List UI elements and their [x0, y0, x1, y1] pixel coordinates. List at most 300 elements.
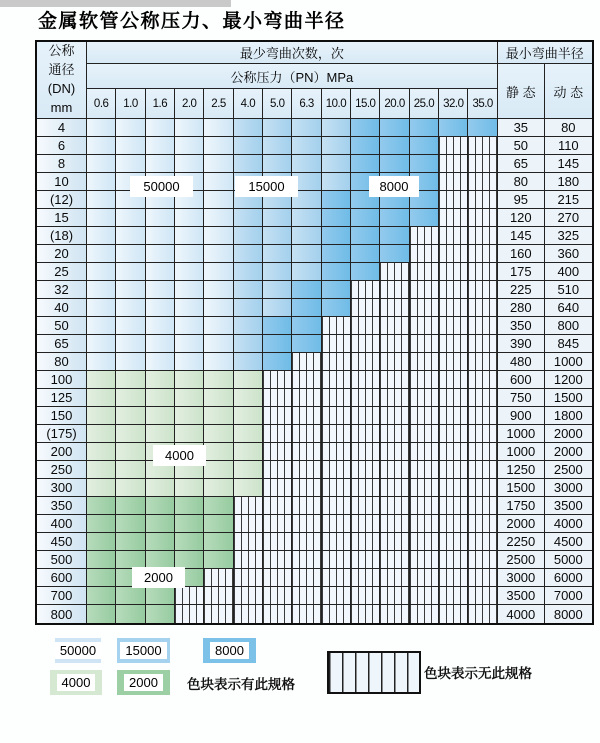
cycle-count-label: 2000	[132, 567, 185, 588]
dn-row-label: 20	[37, 245, 87, 263]
spec-cell	[204, 317, 233, 335]
spec-cell	[292, 173, 321, 191]
no-spec-cell	[322, 497, 351, 515]
no-spec-cell	[468, 137, 497, 155]
no-spec-cell	[292, 425, 321, 443]
no-spec-cell	[410, 263, 439, 281]
dynamic-radius-value: 2500	[545, 461, 592, 479]
spec-cell	[410, 155, 439, 173]
pressure-column-header: 2.0	[175, 89, 204, 119]
spec-cell	[410, 137, 439, 155]
spec-cell	[351, 173, 380, 191]
spec-cell	[234, 335, 263, 353]
dn-row-label: 450	[37, 533, 87, 551]
dn-row-label: 65	[37, 335, 87, 353]
no-spec-cell	[351, 425, 380, 443]
pressure-column-header: 35.0	[468, 89, 497, 119]
spec-cell	[116, 137, 145, 155]
no-spec-cell	[351, 353, 380, 371]
spec-cell	[380, 137, 409, 155]
spec-cell	[146, 389, 175, 407]
no-spec-cell	[468, 155, 497, 173]
spec-cell	[234, 299, 263, 317]
no-spec-cell	[351, 605, 380, 623]
spec-cell	[292, 317, 321, 335]
static-radius-value: 2000	[498, 515, 545, 533]
no-spec-cell	[439, 587, 468, 605]
spec-cell	[87, 155, 116, 173]
spec-cell	[322, 209, 351, 227]
no-spec-cell	[380, 299, 409, 317]
no-spec-cell	[380, 605, 409, 623]
no-spec-cell	[292, 461, 321, 479]
spec-cell	[146, 245, 175, 263]
spec-cell	[146, 263, 175, 281]
no-spec-cell	[439, 245, 468, 263]
no-spec-cell	[468, 227, 497, 245]
dn-row-label: 700	[37, 587, 87, 605]
spec-cell	[87, 533, 116, 551]
spec-cell	[234, 137, 263, 155]
no-spec-cell	[322, 443, 351, 461]
no-spec-cell	[410, 353, 439, 371]
static-radius-value: 3500	[498, 587, 545, 605]
spec-cell	[351, 263, 380, 281]
no-spec-cell	[351, 515, 380, 533]
no-spec-cell	[410, 605, 439, 623]
no-spec-cell	[351, 461, 380, 479]
spec-cell	[87, 353, 116, 371]
spec-cell	[234, 371, 263, 389]
spec-cell	[204, 533, 233, 551]
spec-cell	[204, 155, 233, 173]
dynamic-radius-value: 640	[545, 299, 592, 317]
no-spec-cell	[410, 407, 439, 425]
no-spec-cell	[322, 587, 351, 605]
spec-cell	[175, 245, 204, 263]
spec-cell	[292, 245, 321, 263]
no-spec-cell	[410, 245, 439, 263]
no-spec-cell	[439, 479, 468, 497]
no-spec-cell	[410, 587, 439, 605]
spec-cell	[175, 227, 204, 245]
spec-cell	[234, 155, 263, 173]
spec-cell	[263, 119, 292, 137]
spec-cell	[146, 515, 175, 533]
no-spec-cell	[204, 587, 233, 605]
pressure-column-header: 32.0	[439, 89, 468, 119]
no-spec-cell	[380, 335, 409, 353]
no-spec-cell	[410, 227, 439, 245]
spec-cell	[380, 227, 409, 245]
dynamic-radius-value: 3000	[545, 479, 592, 497]
spec-cell	[87, 443, 116, 461]
spec-cell	[175, 209, 204, 227]
spec-cell	[87, 137, 116, 155]
spec-cell	[175, 461, 204, 479]
no-spec-cell	[292, 389, 321, 407]
static-radius-value: 1000	[498, 443, 545, 461]
no-spec-cell	[234, 497, 263, 515]
no-spec-cell	[468, 551, 497, 569]
dynamic-radius-value: 180	[545, 173, 592, 191]
spec-cell	[175, 173, 204, 191]
no-spec-cell	[263, 533, 292, 551]
no-spec-cell	[380, 569, 409, 587]
spec-cell	[234, 353, 263, 371]
spec-cell	[146, 551, 175, 569]
no-spec-cell	[468, 407, 497, 425]
no-spec-cell	[380, 281, 409, 299]
no-spec-cell	[410, 299, 439, 317]
spec-cell	[87, 209, 116, 227]
spec-cell	[263, 173, 292, 191]
no-spec-cell	[234, 569, 263, 587]
spec-cell	[234, 389, 263, 407]
spec-cell	[351, 137, 380, 155]
spec-cell	[468, 119, 497, 137]
no-spec-cell	[292, 551, 321, 569]
no-spec-cell	[439, 317, 468, 335]
no-spec-cell	[468, 389, 497, 407]
spec-cell	[116, 551, 145, 569]
spec-cell	[204, 227, 233, 245]
header-bend-cycles: 最少弯曲次数，次	[87, 42, 498, 64]
spec-cell	[146, 425, 175, 443]
no-spec-cell	[410, 335, 439, 353]
spec-cell	[116, 155, 145, 173]
spec-cell	[234, 209, 263, 227]
spec-cell	[322, 137, 351, 155]
no-spec-cell	[380, 443, 409, 461]
spec-cell	[116, 299, 145, 317]
no-spec-cell	[351, 569, 380, 587]
dynamic-radius-value: 2000	[545, 443, 592, 461]
spec-cell	[146, 353, 175, 371]
spec-cell	[175, 479, 204, 497]
spec-cell	[146, 587, 175, 605]
no-spec-cell	[468, 353, 497, 371]
spec-cell	[87, 587, 116, 605]
spec-cell	[146, 317, 175, 335]
no-spec-cell	[234, 515, 263, 533]
no-spec-cell	[410, 533, 439, 551]
dynamic-radius-value: 2000	[545, 425, 592, 443]
spec-cell	[87, 389, 116, 407]
spec-cell	[204, 461, 233, 479]
no-spec-cell	[292, 533, 321, 551]
spec-cell	[263, 245, 292, 263]
spec-cell	[292, 263, 321, 281]
spec-cell	[87, 551, 116, 569]
dn-row-label: 40	[37, 299, 87, 317]
no-spec-cell	[380, 479, 409, 497]
no-spec-cell	[292, 605, 321, 623]
static-radius-value: 390	[498, 335, 545, 353]
dynamic-radius-value: 360	[545, 245, 592, 263]
spec-cell	[87, 317, 116, 335]
spec-cell	[204, 173, 233, 191]
spec-cell	[87, 425, 116, 443]
spec-cell	[175, 497, 204, 515]
spec-cell	[234, 191, 263, 209]
spec-cell	[322, 227, 351, 245]
dynamic-radius-value: 6000	[545, 569, 592, 587]
spec-cell	[87, 605, 116, 623]
no-spec-cell	[322, 479, 351, 497]
no-spec-cell	[468, 317, 497, 335]
no-spec-cell	[380, 551, 409, 569]
spec-cell	[234, 119, 263, 137]
spec-cell	[146, 335, 175, 353]
dn-row-label: (18)	[37, 227, 87, 245]
no-spec-cell	[468, 461, 497, 479]
spec-cell	[351, 245, 380, 263]
no-spec-cell	[380, 587, 409, 605]
spec-cell	[87, 263, 116, 281]
spec-cell	[116, 407, 145, 425]
no-spec-cell	[351, 371, 380, 389]
spec-cell	[380, 191, 409, 209]
dn-row-label: 600	[37, 569, 87, 587]
pressure-column-header: 4.0	[234, 89, 263, 119]
no-spec-cell	[468, 281, 497, 299]
no-spec-cell	[380, 389, 409, 407]
no-spec-cell	[439, 461, 468, 479]
spec-cell	[175, 353, 204, 371]
spec-cell	[234, 479, 263, 497]
no-spec-note: 色块表示无此规格	[424, 666, 532, 681]
spec-cell	[204, 263, 233, 281]
spec-cell	[380, 209, 409, 227]
spec-cell	[146, 119, 175, 137]
no-spec-cell	[439, 533, 468, 551]
spec-cell	[116, 371, 145, 389]
dynamic-radius-value: 800	[545, 317, 592, 335]
spec-cell	[204, 443, 233, 461]
dn-row-label: 200	[37, 443, 87, 461]
spec-cell	[204, 353, 233, 371]
spec-cell	[234, 173, 263, 191]
spec-cell	[175, 515, 204, 533]
no-spec-cell	[439, 173, 468, 191]
legend-swatch	[50, 670, 102, 695]
spec-cell	[351, 119, 380, 137]
no-spec-cell	[439, 155, 468, 173]
spec-cell	[146, 569, 175, 587]
spec-cell	[204, 245, 233, 263]
dn-row-label: 32	[37, 281, 87, 299]
spec-cell	[204, 425, 233, 443]
no-spec-cell	[292, 587, 321, 605]
no-spec-cell	[380, 461, 409, 479]
dn-row-label: 25	[37, 263, 87, 281]
no-spec-cell	[439, 209, 468, 227]
no-spec-cell	[263, 425, 292, 443]
spec-cell	[175, 281, 204, 299]
no-spec-cell	[263, 605, 292, 623]
no-spec-cell	[380, 353, 409, 371]
spec-cell	[351, 155, 380, 173]
cycle-count-label: 8000	[369, 176, 419, 197]
dynamic-radius-value: 110	[545, 137, 592, 155]
spec-cell	[292, 335, 321, 353]
no-spec-cell	[175, 605, 204, 623]
spec-cell	[87, 497, 116, 515]
cycle-count-label: 4000	[153, 445, 206, 466]
spec-cell	[146, 497, 175, 515]
no-spec-cell	[380, 371, 409, 389]
static-radius-value: 480	[498, 353, 545, 371]
legend-swatch	[117, 670, 170, 695]
spec-cell	[116, 281, 145, 299]
pressure-column-header: 0.6	[87, 89, 116, 119]
dynamic-radius-value: 7000	[545, 587, 592, 605]
dynamic-radius-value: 270	[545, 209, 592, 227]
spec-cell	[234, 317, 263, 335]
no-spec-cell	[322, 335, 351, 353]
no-spec-cell	[263, 497, 292, 515]
dn-row-label: 400	[37, 515, 87, 533]
no-spec-cell	[410, 479, 439, 497]
no-spec-cell	[439, 497, 468, 515]
spec-cell	[263, 299, 292, 317]
dynamic-radius-value: 1800	[545, 407, 592, 425]
spec-cell	[175, 317, 204, 335]
spec-cell	[292, 155, 321, 173]
no-spec-cell	[410, 389, 439, 407]
spec-cell	[175, 551, 204, 569]
spec-cell	[380, 155, 409, 173]
no-spec-cell	[468, 425, 497, 443]
spec-cell	[204, 551, 233, 569]
page-title: 金属软管公称压力、最小弯曲半径	[38, 10, 346, 32]
no-spec-cell	[292, 443, 321, 461]
spec-cell	[263, 191, 292, 209]
spec-cell	[146, 191, 175, 209]
spec-cell	[146, 461, 175, 479]
dn-row-label: 800	[37, 605, 87, 623]
static-radius-value: 225	[498, 281, 545, 299]
no-spec-cell	[351, 587, 380, 605]
spec-cell	[322, 281, 351, 299]
pressure-column-header: 20.0	[380, 89, 409, 119]
dynamic-radius-value: 215	[545, 191, 592, 209]
no-spec-cell	[410, 281, 439, 299]
no-spec-cell	[292, 515, 321, 533]
dn-row-label: 250	[37, 461, 87, 479]
legend-row-blue	[55, 638, 256, 663]
no-spec-cell	[468, 533, 497, 551]
dn-row-label: 100	[37, 371, 87, 389]
dn-row-label: 80	[37, 353, 87, 371]
no-spec-cell	[322, 317, 351, 335]
spec-cell	[263, 317, 292, 335]
spec-cell	[410, 119, 439, 137]
no-spec-cell	[468, 371, 497, 389]
no-spec-cell	[263, 479, 292, 497]
spec-cell	[263, 335, 292, 353]
no-spec-cell	[468, 569, 497, 587]
no-spec-cell	[410, 425, 439, 443]
pressure-column-header: 1.0	[116, 89, 145, 119]
dn-row-label: 350	[37, 497, 87, 515]
no-spec-cell	[234, 605, 263, 623]
spec-cell	[204, 479, 233, 497]
static-radius-value: 350	[498, 317, 545, 335]
no-spec-cell	[410, 371, 439, 389]
spec-cell	[116, 245, 145, 263]
spec-cell	[263, 137, 292, 155]
static-radius-value: 145	[498, 227, 545, 245]
spec-cell	[146, 407, 175, 425]
dn-row-label: 15	[37, 209, 87, 227]
no-spec-cell	[351, 317, 380, 335]
no-spec-cell	[322, 569, 351, 587]
spec-cell	[234, 425, 263, 443]
no-spec-cell	[410, 443, 439, 461]
pressure-column-header: 15.0	[351, 89, 380, 119]
spec-cell	[439, 119, 468, 137]
no-spec-cell	[380, 425, 409, 443]
no-spec-cell	[175, 587, 204, 605]
header-min-bend-radius: 最小弯曲半径	[498, 42, 592, 64]
spec-cell	[292, 209, 321, 227]
static-radius-value: 175	[498, 263, 545, 281]
static-radius-value: 1000	[498, 425, 545, 443]
no-spec-cell	[439, 389, 468, 407]
dynamic-radius-value: 8000	[545, 605, 592, 623]
legend-swatch	[117, 638, 170, 663]
spec-cell	[175, 119, 204, 137]
static-radius-value: 280	[498, 299, 545, 317]
spec-cell	[263, 281, 292, 299]
spec-cell	[234, 281, 263, 299]
spec-cell	[116, 443, 145, 461]
cycle-count-label: 50000	[130, 176, 193, 197]
no-spec-cell	[234, 551, 263, 569]
header-dn-column: 公称 通径 (DN) mm	[37, 42, 87, 119]
no-spec-cell	[351, 497, 380, 515]
spec-cell	[146, 173, 175, 191]
spec-cell	[116, 317, 145, 335]
spec-cell	[204, 497, 233, 515]
spec-cell	[116, 191, 145, 209]
no-spec-cell	[410, 551, 439, 569]
dn-row-label: 500	[37, 551, 87, 569]
dynamic-radius-value: 145	[545, 155, 592, 173]
no-spec-cell	[322, 605, 351, 623]
pressure-column-header: 25.0	[410, 89, 439, 119]
no-spec-cell	[410, 497, 439, 515]
spec-cell	[87, 173, 116, 191]
no-spec-cell	[468, 605, 497, 623]
spec-cell	[87, 371, 116, 389]
spec-cell	[410, 173, 439, 191]
static-radius-value: 4000	[498, 605, 545, 623]
spec-cell	[263, 227, 292, 245]
no-spec-cell	[351, 389, 380, 407]
spec-cell	[204, 299, 233, 317]
no-spec-cell	[468, 443, 497, 461]
no-spec-cell	[439, 137, 468, 155]
spec-cell	[146, 227, 175, 245]
no-spec-cell	[234, 533, 263, 551]
spec-cell	[116, 209, 145, 227]
dn-row-label: 6	[37, 137, 87, 155]
no-spec-cell	[351, 533, 380, 551]
no-spec-cell	[322, 515, 351, 533]
